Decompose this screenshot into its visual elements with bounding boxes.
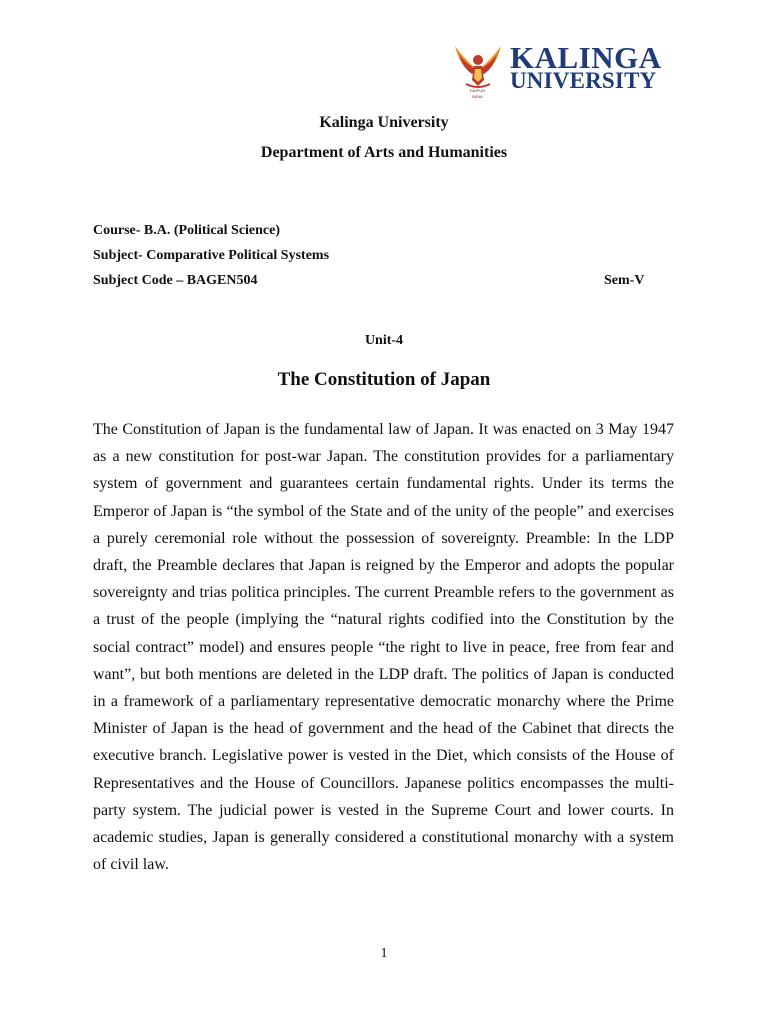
emblem-bottom-text: INDIA bbox=[472, 94, 483, 99]
subject-code-line: Subject Code – BAGEN504 bbox=[93, 273, 258, 288]
course-line: Course- B.A. (Political Science) bbox=[93, 223, 281, 238]
document-title: The Constitution of Japan bbox=[277, 369, 491, 390]
university-name: Kalinga University bbox=[319, 114, 449, 131]
body-paragraph: The Constitution of Japan is the fundamental law of Japan. It was enacted on 3 May 1947 as a new constitution for post-war Japan. The constitution provides for a parliamentary system of government and guarantees certain fundamental rights. Under its terms the Emperor of Japan is “the symbol of the State and of the unity of the people” and exercises a purely ceremonial role without the possession of sovereignty. Preamble: In the LDP draft, the Preamble declares that Japan is reigned by the Emperor and adopts the popular sovereignty and trias politica principles. The current Preamble refers to the government as a trust of the people (implying the “natural rights codified into the Constitution by the social contract” model) and ensures people “the right to live in peace, free from fear and want”, but both mentions are deleted in the LDP draft. The politics of Japan is conducted in a framework of a parliamentary representative democratic monarchy where the Prime Minister of Japan is the head of government and the head of the Cabinet that directs the executive branch. Legislative power is vested in the Diet, which consists of the House of Representatives and the House of Councillors. Japanese politics encompasses the multi-party system. The judicial power is vested in the Supreme Court and lower courts. In academic studies, Japan is generally considered a constitutional monarchy with a system of civil law. bbox=[93, 421, 674, 874]
logo-line2: UNIVERSITY bbox=[510, 68, 657, 93]
subject-line: Subject- Comparative Political Systems bbox=[93, 248, 330, 263]
emblem-top-text: RAIPUR bbox=[470, 88, 486, 93]
semester-label: Sem-V bbox=[604, 273, 645, 288]
department-name: Department of Arts and Humanities bbox=[260, 144, 508, 161]
unit-label: Unit-4 bbox=[364, 333, 404, 348]
university-logo bbox=[452, 40, 678, 102]
logo-line1: KALINGA bbox=[510, 40, 662, 75]
page-number: 1 bbox=[380, 946, 388, 961]
